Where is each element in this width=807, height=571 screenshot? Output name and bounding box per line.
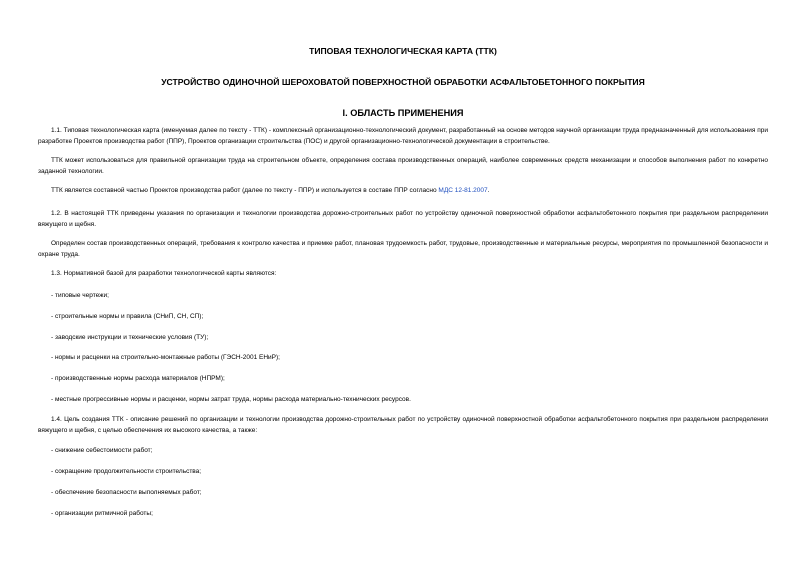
list-item: - снижение себестоимости работ;: [51, 447, 153, 454]
list-item: - нормы и расценки на строительно-монтажные работы (ГЭСН-2001 ЕНиР);: [51, 354, 280, 361]
list-item: - производственные нормы расхода материалов (НПРМ);: [51, 375, 225, 382]
list-item: - заводские инструкции и технические условия (ТУ);: [51, 334, 209, 341]
list-item: - сокращение продолжительности строительства;: [51, 468, 202, 475]
list-item: - типовые чертежи;: [51, 292, 109, 299]
paragraph-1-3: 1.3. Нормативной базой для разработки технологической карты являются:: [51, 270, 277, 277]
paragraph-1-1: 1.1. Типовая технологическая карта (именуемая далее по тексту - ТТК) - комплексный организационно-технологический документ, разработанный на основе методов научной организации труда предназначенный для использования при разработке Проектов производства работ (ППР), Проектов организации строительства (ПОС) и другой организационно-технологической документации в строительстве.: [38, 127, 768, 145]
paragraph-ttk-usage: ТТК может использоваться для правильной организации труда на строительном объекте, определения состава производственных операций, наиболее современных средств механизации и способов выполнения работ по конкретно заданной технологии.: [38, 157, 768, 175]
paragraph-ttk-ppr: [38, 186, 768, 197]
document-title: ТИПОВАЯ ТЕХНОЛОГИЧЕСКАЯ КАРТА (ТТК): [309, 46, 497, 56]
list-item: - местные прогрессивные нормы и расценки, нормы затрат труда, нормы расхода материально-технических ресурсов.: [51, 396, 411, 403]
mds-link[interactable]: МДС 12-81.2007: [438, 187, 488, 194]
paragraph-operations: Определен состав производственных операций, требования к контролю качества и приемке работ, плановая трудоемкость работ, трудовые, производственные и материальные ресурсы, мероприятия по промышленной безопасности и охране труда.: [38, 240, 768, 258]
paragraph-ttk-ppr-end: .: [487, 187, 490, 194]
list-item: - обеспечение безопасности выполняемых работ;: [51, 489, 202, 496]
paragraph-ttk-ppr-text: ТТК является составной частью Проектов производства работ (далее по тексту - ППР) и используется в составе ППР согласно: [51, 187, 439, 194]
list-item: - строительные нормы и правила (СНиП, СН, СП);: [51, 313, 204, 320]
paragraph-1-2: 1.2. В настоящей ТТК приведены указания по организации и технологии производства дорожно-строительных работ по устройству одиночной поверхностной обработки асфальтобетонного покрытия при раздельном распределении вяжущего и щебня.: [38, 210, 768, 228]
list-item: - организации ритмичной работы;: [51, 510, 153, 517]
document-subtitle: УСТРОЙСТВО ОДИНОЧНОЙ ШЕРОХОВАТОЙ ПОВЕРХНОСТНОЙ ОБРАБОТКИ АСФАЛЬТОБЕТОННОГО ПОКРЫТИЯ: [161, 77, 645, 87]
paragraph-1-4: 1.4. Цель создания ТТК - описание решений по организации и технологии производства дорожно-строительных работ по устройству одиночной поверхностной обработки асфальтобетонного покрытия при раздельном распределении вяжущего и щебня, с целью обеспечения их высокого качества, а также:: [38, 416, 768, 434]
section-heading: I. ОБЛАСТЬ ПРИМЕНЕНИЯ: [342, 108, 464, 118]
